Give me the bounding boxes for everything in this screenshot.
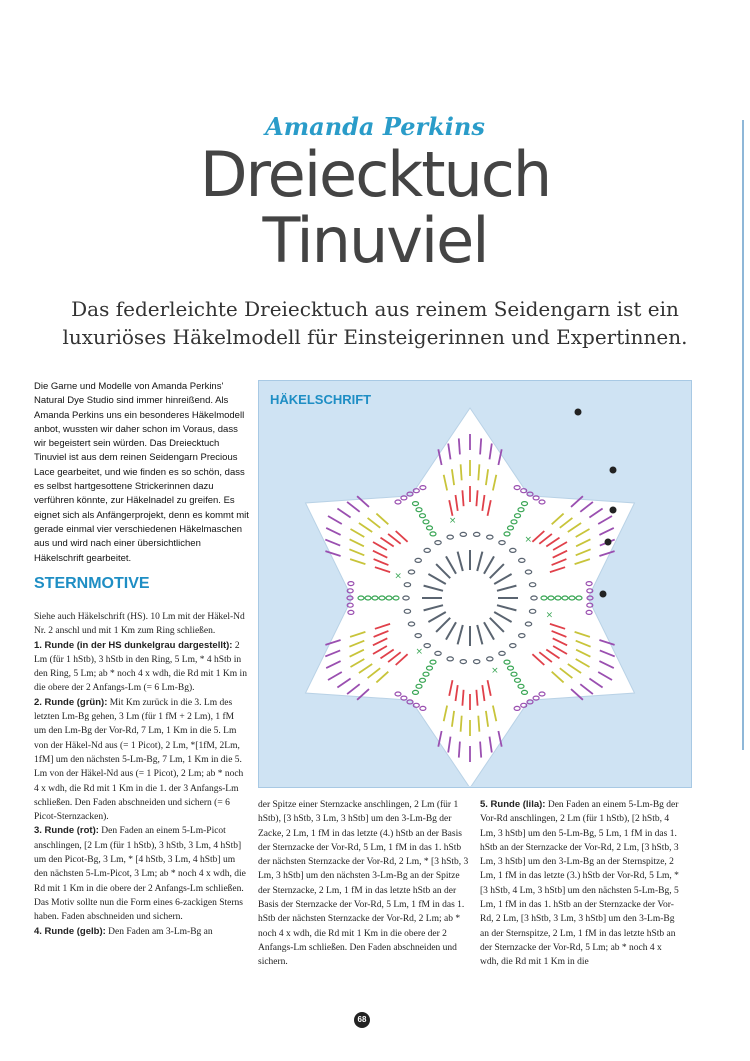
round-2-x: × <box>524 535 533 546</box>
round-2 <box>34 696 248 825</box>
round-4-stitch <box>461 464 462 480</box>
round-5-label: 5. Runde (lila): <box>480 799 546 810</box>
instructions-column-1 <box>34 610 248 939</box>
round-4 <box>34 925 248 939</box>
end-marker-dot <box>600 591 607 598</box>
round-2-text: Mit Km zurück in die 3. Lm des letzten Lm-Bg gehen, 3 Lm (für 1 fM + 2 Lm), 1 fM um den Lm-Bg der Vor-Rd, 7 Lm, 1 Km in die 5. Lm von der Häkel-Nd aus (= 1 Picot), 2 Lm, *[1fM, 2Lm, 1fM] um den nächsten 5-Lm-Bg, 7 Lm, 1 Km in die 5. Lm von der Häkel-Nd aus (= 1 Picot), 2 Lm; ab * noch 4 x wdh, die Rd mit 1 Km in die 1. der 3 Anfangs-Lm schließen. Den Faden abschneiden und sichern (= 6 Picot-Sternzacken). <box>34 697 244 823</box>
author-name: Amanda Perkins <box>265 112 485 141</box>
round-2-x: × <box>448 515 457 526</box>
round-3-stitch <box>462 490 463 506</box>
round-3-stitch <box>476 690 477 706</box>
instructions-intro: Siehe auch Häkelschrift (HS). 10 Lm mit der Häkel-Nd Nr. 2 anschl und mit 1 Km zum Ring schließen. <box>34 612 245 637</box>
round-4-stitch <box>478 464 479 480</box>
end-marker-dot <box>610 467 617 474</box>
round-2-x: × <box>491 666 499 677</box>
chart-label: HÄKELSCHRIFT <box>270 392 372 407</box>
crochet-chart <box>258 380 690 786</box>
round-5-stitch <box>459 438 460 454</box>
round-2-x: × <box>545 610 554 621</box>
end-marker-dot <box>610 507 617 514</box>
round-2-label: 2. Runde (grün): <box>34 696 108 708</box>
subtitle: Das federleichte Dreiecktuch aus reinem Seidengarn ist ein luxuriöses Häkelmodell für Einsteigerinnen und Expertinnen. <box>62 297 688 349</box>
round-3-stitch <box>462 690 463 706</box>
round-4-label: 4. Runde (gelb): <box>34 925 106 937</box>
round-2-x: × <box>394 571 402 582</box>
round-5-stitch <box>480 438 481 454</box>
round-1 <box>34 639 248 696</box>
round-5-stitch <box>459 742 460 758</box>
round-3-stitch <box>476 490 477 506</box>
end-marker-dot <box>605 539 612 546</box>
round-5-stitch <box>480 742 481 758</box>
round-3-label: 3. Runde (rot): <box>34 825 99 837</box>
round-1-text: 2 Lm (für 1 hStb), 3 hStb in den Ring, 5 Lm, * 4 hStb in den Ring, 5 Lm; ab * noch 4 x wdh, die Rd mit 1 Km in die obere der 2 Anfangs-Lm (= 6 Lm-Bg). <box>34 640 247 694</box>
round-3 <box>34 824 248 924</box>
title-line-2: Tinuviel <box>262 204 488 277</box>
round-5-text: Den Faden an einem 5-Lm-Bg der Vor-Rd anschlingen, 2 Lm (für 1 hStb), [2 hStb, 4 Lm, 3 hStb] um den 5-Lm-Bg, 5 Lm, 1 fM in das 1. hStb an der Sternzacke der Vor-Rd, 2 Lm, [3 hStb, 3 Lm, 3 hStb] um den 3-Lm-Bg an der Sternspitze, 2 Lm, 1 fM in das letzte (3.) hStb der Vor-Rd, 5 Lm, * [3 hStb, 4 Lm, 3 hStb] um den nächsten 5-Lm-Bg, 5 Lm, 1 fM in das 1. hStb an der Sternzacke der Vor-Rd, 2 Lm, [3 hStb, 3 Lm, 3 hStb] um den 3-Lm-Bg an der Sternspitze, 2 Lm, 1 fM in das letzte hStb an der Sternzacke der Vor-Rd, 5 Lm; ab * noch 4 x wdh, die Rd mit 1 Km in die <box>480 800 679 968</box>
instructions-column-3 <box>480 798 680 970</box>
page-title <box>0 138 750 277</box>
instructions-column-2: der Spitze einer Sternzacke anschlingen, 2 Lm (für 1 hStb), [3 hStb, 3 Lm, 3 hStb] um den 3-Lm-Bg der Zacke, 2 Lm, 1 fM in das letzte (4.) hStb an der Basis der Sternzacke der Vor-Rd, 5 Lm, 1 fM in das 1. hStb der nächsten Sternzacke der Vor-Rd, 2 Lm, * [3 hStb, 3 Lm, 3 hStb] um den nächsten 3-Lm-Bg an der Spitze der Sternzacke, 2 Lm, 1 fM in das letzte hStb an der Basis der Sternzacke der Vor-Rd, 5 Lm, 1 fM in das 1. hStb der nächsten Sternzacke der Vor-Rd, 2 Lm; ab * noch 4 x wdh, die Rd mit 1 Km in die obere der 2 Anfangs-Lm schließen. Den Faden abschneiden und sichern. <box>258 800 469 968</box>
end-marker-dot <box>575 409 582 416</box>
round-4-stitch <box>478 716 479 732</box>
title-line-1: Dreiecktuch <box>199 138 551 211</box>
round-1-label: 1. Runde (in der HS dunkelgrau dargestellt): <box>34 639 233 651</box>
section-heading: STERNMOTIVE <box>34 575 150 592</box>
intro-paragraph: Die Garne und Modelle von Amanda Perkins' Natural Dye Studio sind immer hinreißend. Als Amanda Perkins uns ein besonderes Häkelmodell anbot, wussten wir daher schon im Voraus, dass wir begeistert sein würden. Das Dreiecktuch Tinuviel ist aus dem reinen Seidengarn Precious Lace gearbeitet, und wie finden es so schön, dass es selbst hartgesottene Strickerinnen dazu verführen könnte, zur Häkelnadel zu greifen. Es eignet sich als Anfängerprojekt, denn es kommt mit gerade einmal vier verschiedenen Häkelmaschen aus und wird nach einer übersichtlichen Häkelschrift gearbeitet. <box>34 381 249 564</box>
round-4-stitch <box>461 716 462 732</box>
round-4-text: Den Faden am 3-Lm-Bg an <box>108 926 213 937</box>
round-3-text: Den Faden an einem 5-Lm-Picot anschlingen, [2 Lm (für 1 hStb), 3 hStb, 3 Lm, 4 hStb] um den Picot-Bg, 3 Lm, * [4 hStb, 3 Lm, 4 hStb] um den nächsten 5-Lm-Picot, 3 Lm; ab * noch 4 x wdh, die Rd mit 1 Km in die obere der 2 Anfangs-Lm schließen. Das Motiv sollte nun die Form eines 6-zackigen Sterns haben. Faden abschneiden und sichern. <box>34 826 246 923</box>
page-number: 68 <box>354 1012 370 1028</box>
round-2-x: × <box>415 646 424 657</box>
